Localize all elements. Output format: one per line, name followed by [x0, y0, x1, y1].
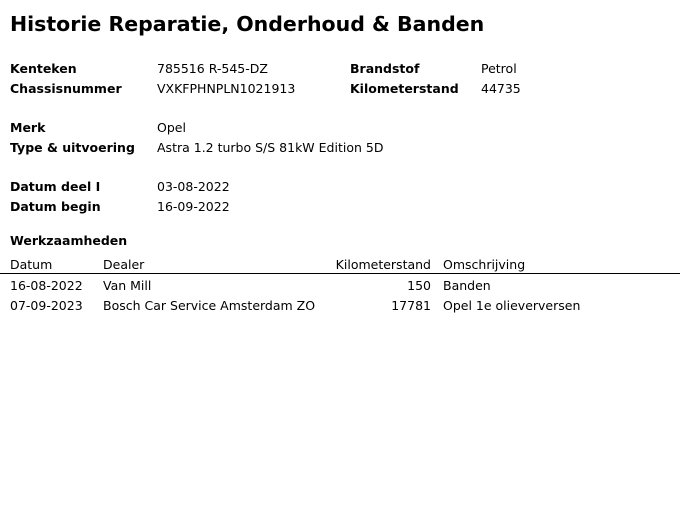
column-header-datum: Datum	[10, 257, 53, 272]
row-kilometerstand: 17781	[391, 298, 431, 313]
row-dealer: Bosch Car Service Amsterdam ZO	[103, 298, 316, 313]
type-uitvoering-label: Type & uitvoering	[10, 140, 135, 155]
brandstof-label: Brandstof	[350, 61, 420, 76]
kilometerstand-value: 44735	[481, 81, 521, 96]
merk-value: Opel	[157, 120, 186, 135]
row-dealer: Van Mill	[103, 278, 152, 293]
table-row	[0, 274, 680, 294]
kilometerstand-label: Kilometerstand	[350, 81, 459, 96]
werkzaamheden-table	[0, 256, 680, 314]
row-datum: 07-09-2023	[10, 298, 83, 313]
table-row	[0, 294, 680, 314]
column-header-omschrijving: Omschrijving	[443, 257, 526, 272]
row-omschrijving: Opel 1e olieverversen	[443, 298, 581, 313]
row-datum: 16-08-2022	[10, 278, 83, 293]
kenteken-value: 785516 R-545-DZ	[157, 61, 268, 76]
kenteken-label: Kenteken	[10, 61, 77, 76]
row-omschrijving: Banden	[443, 278, 491, 293]
table-header	[0, 256, 680, 274]
page-title: Historie Reparatie, Onderhoud & Banden	[10, 12, 485, 36]
datum-begin-label: Datum begin	[10, 199, 101, 214]
datum-deel-label: Datum deel I	[10, 179, 101, 194]
row-kilometerstand: 150	[407, 278, 431, 293]
werkzaamheden-heading: Werkzaamheden	[10, 233, 128, 248]
type-uitvoering-value: Astra 1.2 turbo S/S 81kW Edition 5D	[157, 140, 384, 155]
datum-deel-value: 03-08-2022	[157, 179, 230, 194]
brandstof-value: Petrol	[481, 61, 517, 76]
datum-begin-value: 16-09-2022	[157, 199, 230, 214]
column-header-dealer: Dealer	[103, 257, 145, 272]
column-header-kilometerstand: Kilometerstand	[335, 257, 431, 272]
chassisnummer-label: Chassisnummer	[10, 81, 122, 96]
chassisnummer-value: VXKFPHNPLN1021913	[157, 81, 296, 96]
table-body	[0, 274, 680, 314]
merk-label: Merk	[10, 120, 46, 135]
